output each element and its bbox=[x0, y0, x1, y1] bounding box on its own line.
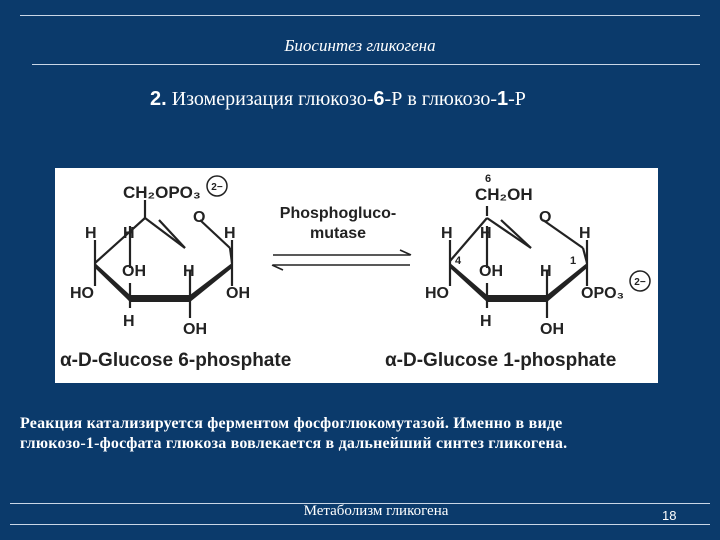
description-line-1: Реакция катализируется ферментом фосфоглюкомутазой. Именно в виде bbox=[20, 415, 563, 432]
enzyme-label-line1: Phosphogluco- bbox=[279, 205, 397, 222]
right-h-c5: H bbox=[480, 225, 492, 242]
left-h-c3: H bbox=[123, 313, 135, 330]
heading-text-2: -Р в глюкозо- bbox=[384, 88, 498, 110]
right-h-c3: H bbox=[480, 313, 492, 330]
right-num-c4: 4 bbox=[455, 255, 462, 267]
left-ho-c4: HO bbox=[70, 285, 94, 302]
heading-text-1: Изомеризация глюкозо- bbox=[166, 88, 374, 110]
footer-divider-bottom bbox=[10, 524, 710, 525]
heading-num-6: 6 bbox=[373, 88, 385, 110]
right-ho-c4: HO bbox=[425, 285, 449, 302]
right-ring-front-edge bbox=[450, 263, 587, 302]
enzyme-label-line2: mutase bbox=[309, 225, 367, 242]
description-line-2: глюкозо-1-фосфата глюкоза вовлекается в дальнейший синтез гликогена. bbox=[20, 435, 568, 452]
right-ring-oxygen: O bbox=[539, 209, 552, 226]
right-phosphate-charge: 2− bbox=[634, 277, 646, 288]
reaction-diagram bbox=[55, 168, 658, 383]
footer-title: Метаболизм гликогена bbox=[303, 503, 449, 519]
right-oh-c3-top: OH bbox=[479, 263, 503, 280]
right-num-c1: 1 bbox=[570, 255, 577, 267]
right-h-c1: H bbox=[579, 225, 591, 242]
slide-heading bbox=[150, 88, 710, 111]
glucose-1-phosphate-structure bbox=[385, 173, 650, 371]
right-c6-group: CH₂OH bbox=[475, 185, 533, 204]
heading-num-1: 1 bbox=[497, 88, 509, 110]
top-divider bbox=[20, 15, 700, 16]
right-h-c2: H bbox=[540, 263, 552, 280]
heading-number: 2. bbox=[150, 88, 167, 110]
description-text bbox=[20, 414, 710, 454]
page-number: 18 bbox=[662, 508, 677, 523]
section-title: Биосинтез гликогена bbox=[284, 36, 436, 55]
left-h-c5: H bbox=[85, 225, 97, 242]
left-c6-group: CH₂OPO₃ bbox=[123, 183, 201, 202]
enzyme-arrows bbox=[272, 205, 411, 270]
left-h-c2: H bbox=[183, 263, 195, 280]
heading-text-3: -Р bbox=[508, 88, 526, 110]
title-divider bbox=[32, 64, 700, 65]
left-ring-oxygen: O bbox=[193, 209, 206, 226]
left-phosphate-charge: 2− bbox=[211, 182, 223, 193]
left-oh-c3-top: OH bbox=[122, 263, 146, 280]
left-oh-c1: OH bbox=[226, 285, 250, 302]
right-h-c4: H bbox=[441, 225, 453, 242]
right-oh-c2: OH bbox=[540, 321, 564, 338]
right-c6-number: 6 bbox=[485, 173, 492, 185]
right-caption: α-D-Glucose 1-phosphate bbox=[385, 350, 617, 371]
left-oh-c2: OH bbox=[183, 321, 207, 338]
glucose-6-phosphate-structure bbox=[60, 176, 291, 371]
left-caption: α-D-Glucose 6-phosphate bbox=[60, 350, 292, 371]
left-ring-front-edge bbox=[95, 263, 232, 302]
left-h-c1: H bbox=[224, 225, 236, 242]
right-opo3: OPO₃ bbox=[581, 285, 624, 302]
reaction-figure bbox=[55, 168, 658, 383]
left-h-c5b: H bbox=[123, 225, 135, 242]
